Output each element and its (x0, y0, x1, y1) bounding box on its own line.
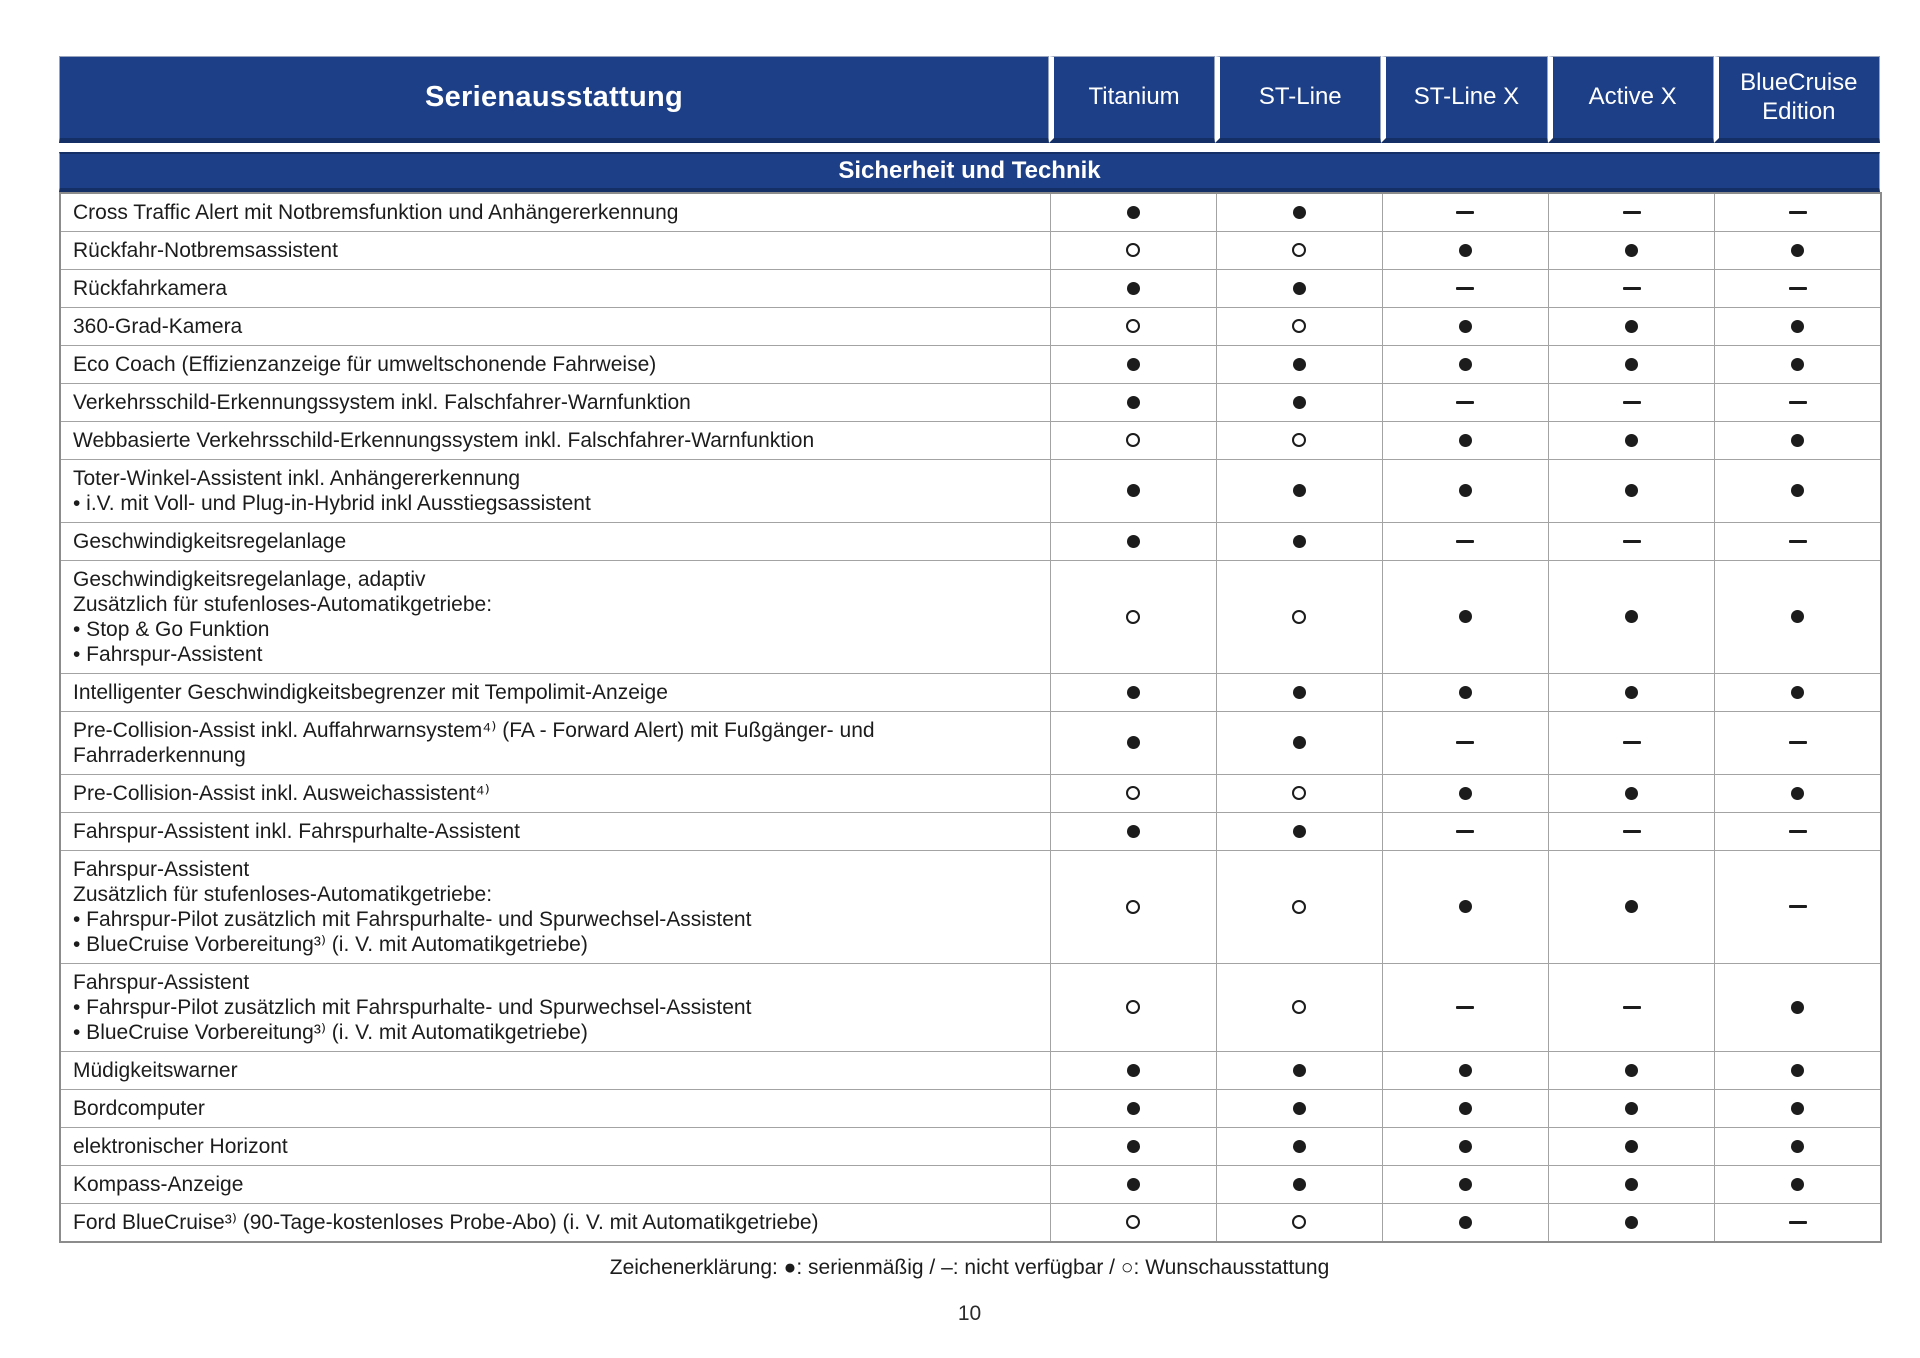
availability-cell (1549, 851, 1715, 964)
not-available-icon (1456, 287, 1474, 290)
availability-cell (1715, 813, 1881, 851)
standard-icon (1459, 1140, 1472, 1153)
standard-icon (1293, 484, 1306, 497)
column-header-st-line: ST-Line (1215, 56, 1381, 143)
table-row (60, 1128, 1881, 1166)
availability-cell (1715, 674, 1881, 712)
equipment-table (59, 56, 1880, 1326)
feature-table (59, 192, 1882, 1243)
availability-cell (1216, 1204, 1382, 1243)
table-row (60, 1090, 1881, 1128)
feature-line: • BlueCruise Vorbereitung³⁾ (i. V. mit Automatikgetriebe) (73, 1021, 588, 1044)
availability-cell (1715, 1090, 1881, 1128)
availability-cell (1216, 561, 1382, 674)
standard-icon (1625, 1064, 1638, 1077)
availability-cell (1050, 813, 1216, 851)
not-available-icon (1789, 905, 1807, 908)
feature-line: Cross Traffic Alert mit Notbremsfunktion und Anhängererkennung (73, 201, 679, 224)
feature-line: Pre-Collision-Assist inkl. Auffahrwarnsystem⁴⁾ (FA - Forward Alert) mit Fußgänger- und Fahrraderkennung (73, 719, 875, 767)
availability-cell (1715, 775, 1881, 813)
standard-icon (1791, 1001, 1804, 1014)
feature-label (60, 813, 1050, 851)
availability-cell (1715, 193, 1881, 232)
standard-icon (1127, 206, 1140, 219)
availability-cell (1715, 1166, 1881, 1204)
availability-cell (1216, 1052, 1382, 1090)
availability-cell (1216, 523, 1382, 561)
table-row (60, 422, 1881, 460)
feature-line: • Fahrspur-Pilot zusätzlich mit Fahrspurhalte- und Spurwechsel-Assistent (73, 996, 752, 1019)
availability-cell (1715, 712, 1881, 775)
availability-cell (1549, 523, 1715, 561)
standard-icon (1791, 1064, 1804, 1077)
standard-icon (1625, 686, 1638, 699)
availability-cell (1216, 712, 1382, 775)
feature-label (60, 851, 1050, 964)
standard-icon (1459, 484, 1472, 497)
availability-cell (1549, 193, 1715, 232)
availability-cell (1050, 561, 1216, 674)
standard-icon (1127, 1178, 1140, 1191)
table-row (60, 712, 1881, 775)
table-row (60, 1166, 1881, 1204)
availability-cell (1382, 1128, 1548, 1166)
availability-cell (1549, 561, 1715, 674)
standard-icon (1625, 244, 1638, 257)
standard-icon (1791, 358, 1804, 371)
availability-cell (1050, 674, 1216, 712)
table-row (60, 561, 1881, 674)
not-available-icon (1623, 287, 1641, 290)
standard-icon (1293, 825, 1306, 838)
not-available-icon (1456, 741, 1474, 744)
table-row (60, 193, 1881, 232)
feature-line: Zusätzlich für stufenloses-Automatikgetriebe: (73, 593, 493, 616)
availability-cell (1216, 1166, 1382, 1204)
availability-cell (1216, 1128, 1382, 1166)
not-available-icon (1623, 1006, 1641, 1009)
feature-label (60, 308, 1050, 346)
feature-line: Eco Coach (Effizienzanzeige für umweltschonende Fahrweise) (73, 353, 657, 376)
standard-icon (1293, 358, 1306, 371)
availability-cell (1715, 523, 1881, 561)
standard-icon (1459, 787, 1472, 800)
feature-line: Rückfahrkamera (73, 277, 228, 300)
availability-cell (1715, 561, 1881, 674)
availability-cell (1216, 193, 1382, 232)
optional-icon (1292, 900, 1306, 914)
standard-icon (1293, 1102, 1306, 1115)
availability-cell (1715, 964, 1881, 1052)
availability-cell (1382, 851, 1548, 964)
availability-cell (1216, 384, 1382, 422)
standard-icon (1459, 244, 1472, 257)
not-available-icon (1623, 830, 1641, 833)
optional-icon (1126, 433, 1140, 447)
availability-cell (1382, 674, 1548, 712)
standard-icon (1625, 358, 1638, 371)
not-available-icon (1789, 401, 1807, 404)
availability-cell (1216, 422, 1382, 460)
feature-line: • Stop & Go Funktion (73, 618, 270, 641)
feature-line: elektronischer Horizont (73, 1135, 288, 1158)
not-available-icon (1789, 741, 1807, 744)
standard-icon (1625, 610, 1638, 623)
availability-cell (1549, 308, 1715, 346)
availability-cell (1216, 674, 1382, 712)
standard-icon (1791, 787, 1804, 800)
standard-icon (1459, 358, 1472, 371)
availability-cell (1382, 1204, 1548, 1243)
availability-cell (1382, 232, 1548, 270)
table-row (60, 674, 1881, 712)
optional-icon (1126, 1000, 1140, 1014)
feature-label (60, 561, 1050, 674)
availability-cell (1549, 964, 1715, 1052)
feature-label (60, 422, 1050, 460)
availability-cell (1382, 1052, 1548, 1090)
availability-cell (1382, 460, 1548, 523)
availability-cell (1382, 523, 1548, 561)
feature-line: Ford BlueCruise³⁾ (90-Tage-kostenloses Probe-Abo) (i. V. mit Automatikgetriebe) (73, 1211, 819, 1234)
feature-line: • Fahrspur-Pilot zusätzlich mit Fahrspurhalte- und Spurwechsel-Assistent (73, 908, 752, 931)
feature-line: Fahrspur-Assistent (73, 971, 250, 994)
availability-cell (1216, 851, 1382, 964)
optional-icon (1292, 319, 1306, 333)
feature-label (60, 193, 1050, 232)
availability-cell (1715, 384, 1881, 422)
availability-cell (1549, 1128, 1715, 1166)
availability-cell (1549, 346, 1715, 384)
availability-cell (1549, 813, 1715, 851)
feature-label (60, 523, 1050, 561)
optional-icon (1126, 1215, 1140, 1229)
standard-icon (1459, 686, 1472, 699)
feature-label (60, 775, 1050, 813)
feature-line: Fahrspur-Assistent inkl. Fahrspurhalte-Assistent (73, 820, 520, 843)
availability-cell (1050, 1128, 1216, 1166)
standard-icon (1127, 484, 1140, 497)
not-available-icon (1789, 540, 1807, 543)
availability-cell (1549, 1052, 1715, 1090)
availability-cell (1382, 813, 1548, 851)
feature-line: Pre-Collision-Assist inkl. Ausweichassistent⁴⁾ (73, 782, 490, 805)
feature-table-body (60, 193, 1881, 1242)
availability-cell (1050, 1204, 1216, 1243)
standard-icon (1127, 282, 1140, 295)
standard-icon (1459, 900, 1472, 913)
not-available-icon (1456, 1006, 1474, 1009)
standard-icon (1293, 1178, 1306, 1191)
standard-icon (1791, 1178, 1804, 1191)
availability-cell (1549, 1166, 1715, 1204)
not-available-icon (1456, 540, 1474, 543)
standard-icon (1459, 1178, 1472, 1191)
optional-icon (1126, 900, 1140, 914)
standard-icon (1459, 1216, 1472, 1229)
availability-cell (1216, 775, 1382, 813)
availability-cell (1715, 270, 1881, 308)
standard-icon (1459, 610, 1472, 623)
feature-line: 360-Grad-Kamera (73, 315, 243, 338)
standard-icon (1293, 535, 1306, 548)
availability-cell (1050, 270, 1216, 308)
feature-line: • i.V. mit Voll- und Plug-in-Hybrid inkl Ausstiegsassistent (73, 492, 591, 515)
table-row (60, 460, 1881, 523)
availability-cell (1715, 460, 1881, 523)
optional-icon (1292, 433, 1306, 447)
availability-cell (1050, 232, 1216, 270)
feature-label (60, 1052, 1050, 1090)
feature-line: Verkehrsschild-Erkennungssystem inkl. Falschfahrer-Warnfunktion (73, 391, 691, 414)
availability-cell (1715, 422, 1881, 460)
availability-cell (1216, 270, 1382, 308)
availability-cell (1382, 422, 1548, 460)
not-available-icon (1456, 830, 1474, 833)
table-row (60, 964, 1881, 1052)
standard-icon (1791, 434, 1804, 447)
optional-icon (1292, 1000, 1306, 1014)
standard-icon (1791, 610, 1804, 623)
table-row (60, 1204, 1881, 1243)
standard-icon (1127, 396, 1140, 409)
optional-icon (1126, 243, 1140, 257)
table-row (60, 523, 1881, 561)
feature-label (60, 1090, 1050, 1128)
feature-label (60, 270, 1050, 308)
availability-cell (1549, 270, 1715, 308)
standard-icon (1293, 1064, 1306, 1077)
table-row (60, 775, 1881, 813)
availability-cell (1382, 1090, 1548, 1128)
feature-label (60, 1204, 1050, 1243)
feature-label (60, 712, 1050, 775)
standard-icon (1625, 434, 1638, 447)
availability-cell (1549, 775, 1715, 813)
availability-cell (1549, 232, 1715, 270)
optional-icon (1292, 1215, 1306, 1229)
column-header-titanium: Titanium (1049, 56, 1215, 143)
standard-icon (1127, 825, 1140, 838)
section-header: Sicherheit und Technik (59, 152, 1880, 192)
column-header-active-x: Active X (1548, 56, 1714, 143)
availability-cell (1715, 1052, 1881, 1090)
feature-line: • Fahrspur-Assistent (73, 643, 263, 666)
availability-cell (1050, 851, 1216, 964)
standard-icon (1293, 1140, 1306, 1153)
standard-icon (1293, 686, 1306, 699)
availability-cell (1216, 346, 1382, 384)
availability-cell (1216, 308, 1382, 346)
standard-icon (1791, 1102, 1804, 1115)
availability-cell (1050, 460, 1216, 523)
availability-cell (1549, 712, 1715, 775)
availability-cell (1382, 346, 1548, 384)
standard-icon (1625, 787, 1638, 800)
availability-cell (1382, 384, 1548, 422)
availability-cell (1382, 712, 1548, 775)
standard-icon (1625, 484, 1638, 497)
standard-icon (1127, 1102, 1140, 1115)
standard-icon (1127, 1064, 1140, 1077)
feature-line: Müdigkeitswarner (73, 1059, 238, 1082)
table-header-row (59, 56, 1880, 143)
standard-icon (1459, 434, 1472, 447)
feature-label (60, 232, 1050, 270)
standard-icon (1791, 320, 1804, 333)
availability-cell (1549, 1090, 1715, 1128)
availability-cell (1050, 346, 1216, 384)
page-title: Serienausstattung (59, 56, 1049, 143)
availability-cell (1382, 561, 1548, 674)
feature-line: Toter-Winkel-Assistent inkl. Anhängererkennung (73, 467, 521, 490)
standard-icon (1791, 484, 1804, 497)
page-number: 10 (957, 1302, 982, 1325)
availability-cell (1549, 422, 1715, 460)
availability-cell (1382, 270, 1548, 308)
availability-cell (1715, 346, 1881, 384)
availability-cell (1382, 308, 1548, 346)
availability-cell (1216, 1090, 1382, 1128)
feature-label (60, 964, 1050, 1052)
standard-icon (1127, 686, 1140, 699)
availability-cell (1050, 384, 1216, 422)
feature-line: Geschwindigkeitsregelanlage, adaptiv (73, 568, 426, 591)
feature-line: Rückfahr-Notbremsassistent (73, 239, 338, 262)
standard-icon (1127, 358, 1140, 371)
standard-icon (1625, 1140, 1638, 1153)
availability-cell (1050, 523, 1216, 561)
availability-cell (1216, 964, 1382, 1052)
not-available-icon (1456, 211, 1474, 214)
standard-icon (1625, 1102, 1638, 1115)
standard-icon (1293, 736, 1306, 749)
availability-cell (1050, 964, 1216, 1052)
standard-icon (1127, 1140, 1140, 1153)
standard-icon (1625, 900, 1638, 913)
availability-cell (1216, 232, 1382, 270)
not-available-icon (1789, 211, 1807, 214)
standard-icon (1625, 1178, 1638, 1191)
standard-icon (1459, 1064, 1472, 1077)
optional-icon (1292, 243, 1306, 257)
not-available-icon (1623, 211, 1641, 214)
availability-cell (1050, 1052, 1216, 1090)
table-row (60, 384, 1881, 422)
availability-cell (1549, 1204, 1715, 1243)
feature-line: Bordcomputer (73, 1097, 205, 1120)
availability-cell (1216, 460, 1382, 523)
table-row (60, 813, 1881, 851)
standard-icon (1791, 1140, 1804, 1153)
table-row (60, 232, 1881, 270)
feature-line: Fahrspur-Assistent (73, 858, 250, 881)
table-row (60, 270, 1881, 308)
availability-cell (1050, 422, 1216, 460)
not-available-icon (1456, 401, 1474, 404)
availability-cell (1549, 674, 1715, 712)
availability-cell (1715, 308, 1881, 346)
standard-icon (1127, 736, 1140, 749)
availability-cell (1382, 193, 1548, 232)
availability-cell (1715, 232, 1881, 270)
standard-icon (1293, 396, 1306, 409)
availability-cell (1382, 775, 1548, 813)
availability-cell (1382, 964, 1548, 1052)
availability-cell (1216, 813, 1382, 851)
availability-cell (1549, 384, 1715, 422)
column-header-bluecruise-edition: BlueCruise Edition (1714, 56, 1880, 143)
standard-icon (1127, 535, 1140, 548)
standard-icon (1625, 320, 1638, 333)
availability-cell (1715, 1204, 1881, 1243)
table-row (60, 1052, 1881, 1090)
availability-cell (1715, 851, 1881, 964)
table-row (60, 308, 1881, 346)
not-available-icon (1623, 401, 1641, 404)
optional-icon (1126, 610, 1140, 624)
feature-label (60, 1166, 1050, 1204)
optional-icon (1126, 786, 1140, 800)
feature-label (60, 346, 1050, 384)
availability-cell (1715, 1128, 1881, 1166)
standard-icon (1293, 282, 1306, 295)
feature-label (60, 460, 1050, 523)
feature-label (60, 384, 1050, 422)
availability-cell (1050, 308, 1216, 346)
feature-label (60, 1128, 1050, 1166)
feature-line: • BlueCruise Vorbereitung³⁾ (i. V. mit Automatikgetriebe) (73, 933, 588, 956)
legend: Zeichenerklärung: ●: serienmäßig / –: nicht verfügbar / ○: Wunschausstattung (609, 1256, 1330, 1279)
not-available-icon (1789, 1221, 1807, 1224)
availability-cell (1050, 1090, 1216, 1128)
feature-label (60, 674, 1050, 712)
feature-line: Zusätzlich für stufenloses-Automatikgetriebe: (73, 883, 493, 906)
not-available-icon (1623, 741, 1641, 744)
table-row (60, 851, 1881, 964)
not-available-icon (1789, 287, 1807, 290)
availability-cell (1549, 460, 1715, 523)
availability-cell (1050, 775, 1216, 813)
standard-icon (1625, 1216, 1638, 1229)
optional-icon (1292, 610, 1306, 624)
column-header-st-line-x: ST-Line X (1381, 56, 1547, 143)
standard-icon (1459, 1102, 1472, 1115)
feature-line: Kompass-Anzeige (73, 1173, 244, 1196)
standard-icon (1293, 206, 1306, 219)
feature-line: Intelligenter Geschwindigkeitsbegrenzer mit Tempolimit-Anzeige (73, 681, 668, 704)
optional-icon (1292, 786, 1306, 800)
not-available-icon (1623, 540, 1641, 543)
availability-cell (1050, 1166, 1216, 1204)
table-row (60, 346, 1881, 384)
availability-cell (1050, 712, 1216, 775)
standard-icon (1791, 244, 1804, 257)
feature-line: Geschwindigkeitsregelanlage (73, 530, 347, 553)
optional-icon (1126, 319, 1140, 333)
standard-icon (1459, 320, 1472, 333)
standard-icon (1791, 686, 1804, 699)
feature-line: Webbasierte Verkehrsschild-Erkennungssystem inkl. Falschfahrer-Warnfunktion (73, 429, 815, 452)
not-available-icon (1789, 830, 1807, 833)
availability-cell (1382, 1166, 1548, 1204)
availability-cell (1050, 193, 1216, 232)
